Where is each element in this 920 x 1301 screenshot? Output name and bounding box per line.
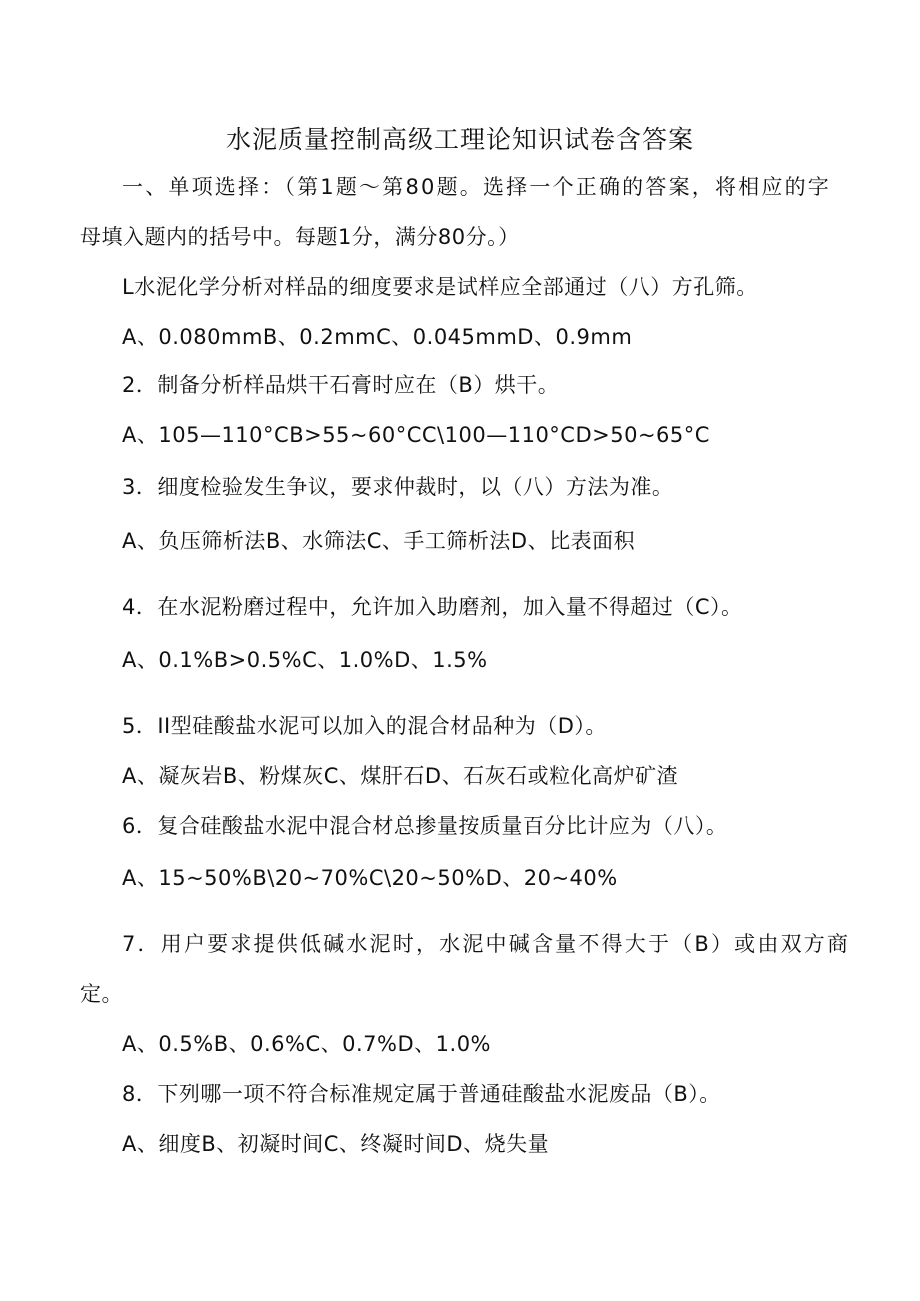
question-6-text: 6．复合硅酸盐水泥中混合材总掺量按质量百分比计应为（八）。	[122, 814, 728, 838]
question-4-options: A、0.1%B>0.5%C、1.0%D、1.5%	[122, 648, 488, 672]
question-7-options: A、0.5%B、0.6%C、0.7%D、1.0%	[122, 1032, 492, 1056]
question-1-options: A、0.080mmB、0.2mmC、0.045mmD、0.9mm	[122, 325, 633, 349]
question-4-text: 4．在水泥粉磨过程中，允许加入助磨剂，加入量不得超过（C）。	[122, 595, 743, 619]
question-8-text: 8．下列哪一项不符合标准规定属于普通硅酸盐水泥废品（B）。	[122, 1082, 721, 1106]
question-3-options: A、负压筛析法B、水筛法C、手工筛析法D、比表面积	[122, 529, 636, 553]
section-intro-line-2: 母填入题内的括号中。每题1分，满分80分。）	[80, 225, 520, 249]
question-7-text-line-1: 7．用户要求提供低碱水泥时，水泥中碱含量不得大于（B）或由双方商	[122, 932, 851, 956]
question-2-text: 2．制备分析样品烘干石膏时应在（B）烘干。	[122, 373, 560, 397]
question-6-options: A、15~50%B\20~70%C\20~50%D、20~40%	[122, 866, 618, 890]
question-7-text-line-2: 定。	[80, 982, 123, 1006]
section-intro-line-1: 一、单项选择：（第1题～第80题。选择一个正确的答案，将相应的字	[122, 175, 831, 199]
question-5-options: A、凝灰岩B、粉煤灰C、煤肝石D、石灰石或粒化高炉矿渣	[122, 764, 679, 788]
question-5-text: 5．II型硅酸盐水泥可以加入的混合材品种为（D）。	[122, 714, 607, 738]
question-2-options: A、105—110°CB>55~60°CC\100—110°CD>50~65°C	[122, 423, 710, 447]
document-title: 水泥质量控制高级工理论知识试卷含答案	[225, 125, 694, 154]
question-1-text: L水泥化学分析对样品的细度要求是试样应全部通过（八）方孔筛。	[122, 275, 758, 299]
question-3-text: 3．细度检验发生争议，要求仲裁时，以（八）方法为准。	[122, 475, 674, 499]
question-8-options: A、细度B、初凝时间C、终凝时间D、烧失量	[122, 1132, 550, 1156]
